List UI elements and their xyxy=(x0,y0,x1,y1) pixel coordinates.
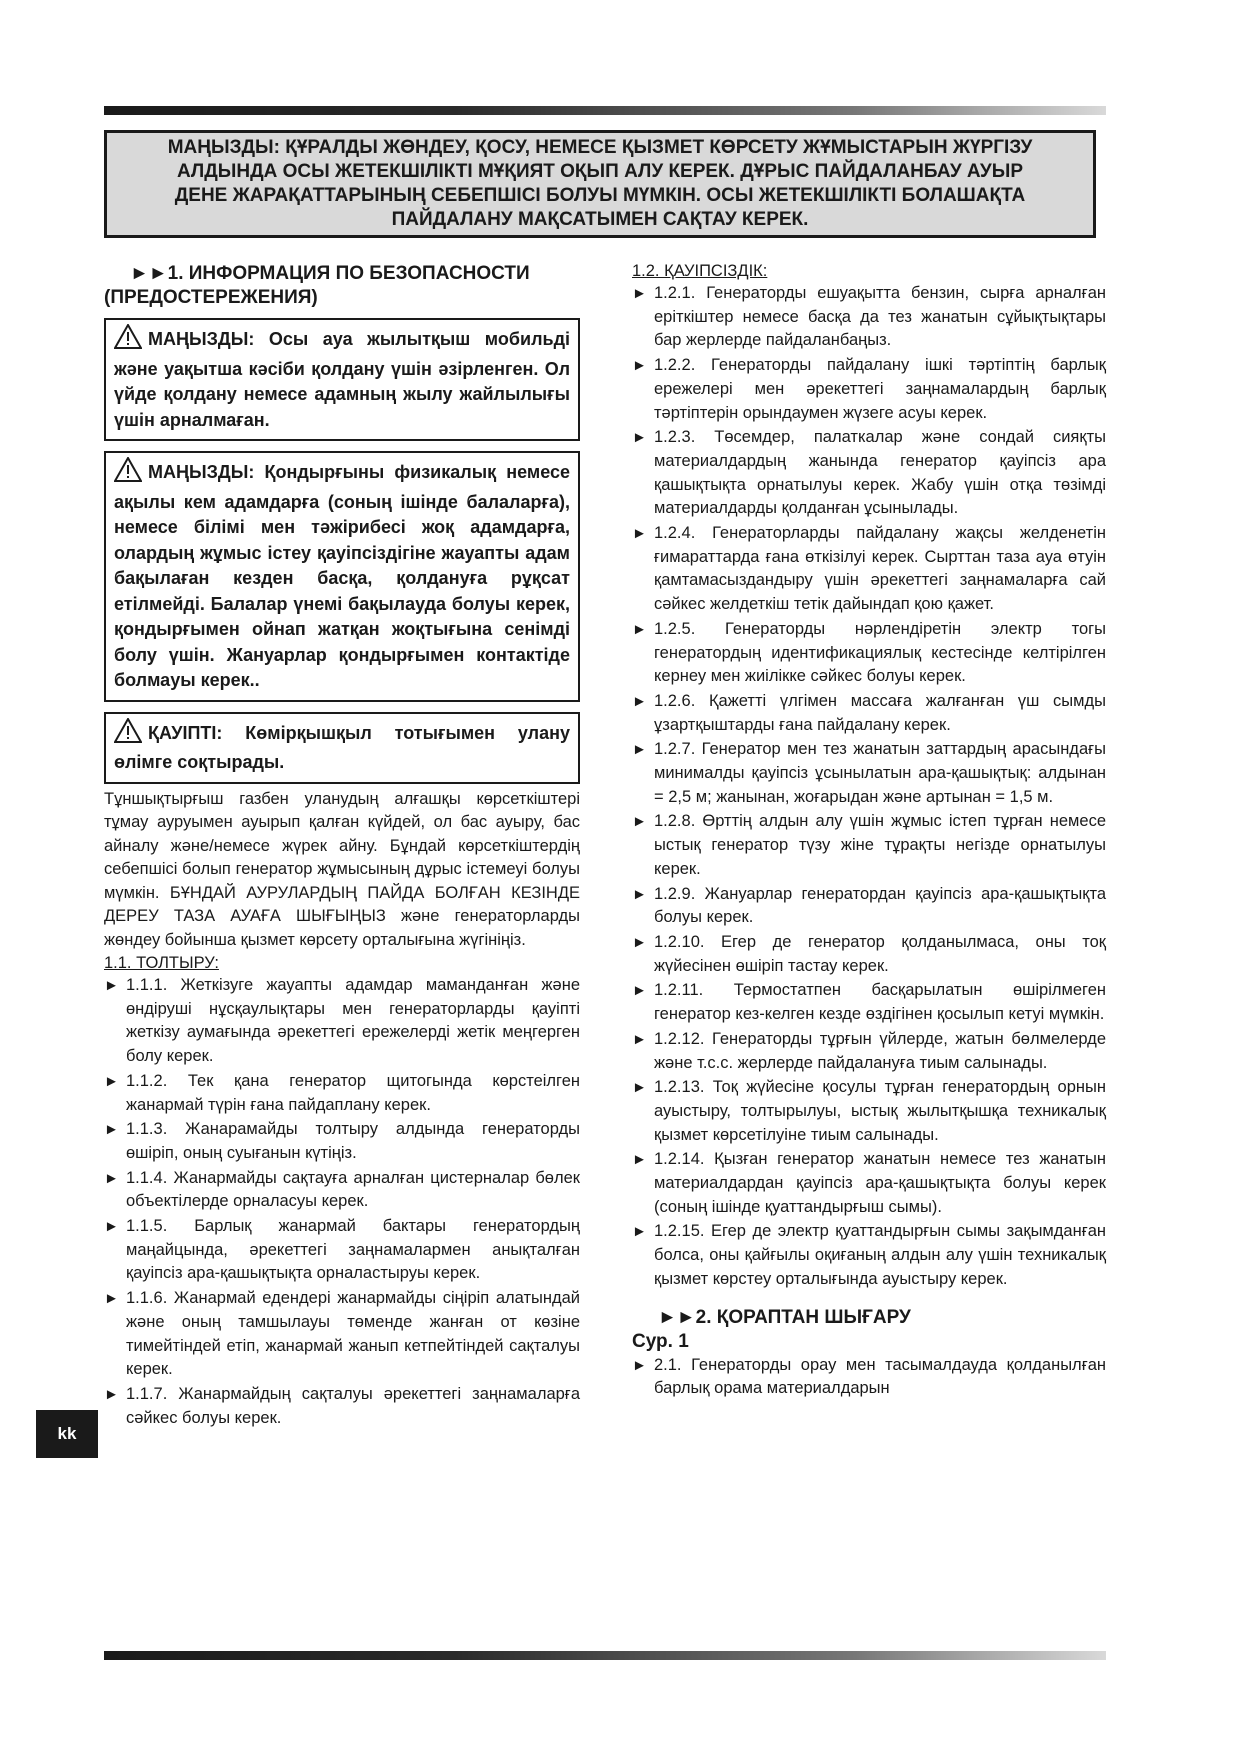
warning-triangle-icon xyxy=(114,457,142,490)
subsection-1-1-title: 1.1. ТОЛТЫРУ: xyxy=(104,954,219,972)
list-item: ► 1.2.15. Егер де электр қуаттандырғын сымы зақымданған болса, оны қайғылы оқиғаның алдын алу үшін техникалық қызмет көрстеу орталығында ауыстыру керек. xyxy=(632,1222,1106,1288)
list-item: ► 1.2.8. Өрттің алдын алу үшін жұмыс істеп тұрған немесе ыстық генератор түзу жіне тұрақты негізде орнатылуы керек. xyxy=(632,812,1106,878)
list-1-2 xyxy=(632,282,1106,1292)
top-divider-bar xyxy=(104,106,1106,115)
list-1-1 xyxy=(104,974,580,1430)
language-code: kk xyxy=(57,1424,77,1443)
list-item: ► 1.2.5. Генераторды нәрлендіретін электр тогы генератордың идентификациялық кестесінде келтірілген кернеу мен жиілікке сәйкес болуы керек. xyxy=(632,619,1106,686)
list-item: ► 1.1.7. Жанармайдың сақталуы әрекеттегі заңнамаларға сәйкес болуы керек. xyxy=(104,1384,580,1427)
bottom-divider-bar xyxy=(104,1651,1106,1660)
list-item: ► 1.2.3. Төсемдер, палаткалар және сондай сияқты материалдардың жанында генератор қауіпсіз ара қашықтықта орнатылуы керек. Жабу үшін отқа төзімді материалдарды қолданған ұсынылады. xyxy=(632,428,1106,518)
subsection-1-2-title: 1.2. ҚАУІПСІЗДІК: xyxy=(632,262,768,280)
list-item: ► 1.2.1. Генераторды ешуақытта бензин, сырға арналған еріткіштер немесе басқа да тез жанатын сұйықтықтары бар жерлерде пайдаланбаңыз. xyxy=(632,284,1106,350)
section-1-title xyxy=(104,262,580,310)
co-poisoning-paragraph: Тұншықтырғыш газбен уланудың алғашқы көрсеткіштері тұмау ауруымен ауырып қалған күйдей, ол бас ауыру, бас айналу және/немесе жүрек айну. Бұндай көрсеткіштердің себепшісі болып генератор жұмысының дұрыс істемеуі болуы мүмкін. БҰНДАЙ АУРУЛАРДЫҢ ПАЙДА БОЛҒАН КЕЗІНДЕ ДЕРЕУ ТАЗА АУАҒА ШЫҒЫҢЫЗ және генераторларды жөндеу бойынша қызмет көрсету орталығына жүгініңіз. xyxy=(104,789,580,949)
list-item: ► 1.1.5. Барлық жанармай бактары генератордың маңайцында, әрекеттегі заңнамалармен анықталған қауіпсіз ара-қашықтықта орналастыруы керек. xyxy=(104,1217,580,1283)
warning-2-text: МАҢЫЗДЫ: Қондырғыны физикалық немесе ақылы кем адамдарға (соның ішінде балаларға), немесе білімі мен тәжірибесі жоқ адамдарға, олардың жұмыс істеу қауіпсіздігіне жауапты адам бақылаған кезден басқа, қолдануға рұқсат етілмейді. Балалар үнемі бақылауда болуы керек, қондырғымен ойнап жатқан жоқтығына сенімді болу үшін. Жануарлар қондырғымен контактіде болмауы керек.. xyxy=(114,462,570,690)
language-tab xyxy=(36,1410,98,1458)
warning-triangle-icon xyxy=(114,324,142,357)
list-item: ► 2.1. Генераторды орау мен тасымалдауда қолданылған барлық орама материалдарын xyxy=(632,1355,1106,1398)
list-item: ► 1.2.4. Генераторларды пайдалану жақсы желденетін ғимараттарда ғана өткізілуі керек. Сырттан таза ауа өтуін қамтамасыздандыру үшін әрекеттегі заңнамаларға сай сәйкес желдеткіш тетік дайындап қою қажет. xyxy=(632,524,1106,614)
list-item: ► 1.1.4. Жанармайды сақтауға арналған цистерналар бөлек объектілерде орналасуы керек. xyxy=(104,1168,580,1211)
figure-label: Сур. 1 xyxy=(632,1330,689,1352)
list-item: ► 1.1.6. Жанармай едендері жанармайды сіңіріп алатындай және оның тамшылауы төменде жанған от көзіне тимейтіндей етіп, жанармай жанып кетпейтіндей сақталуы керек. xyxy=(104,1289,580,1379)
list-item: ► 1.2.7. Генератор мен тез жанатын заттардың арасындағы минималды қауіпсіз ұсынылатын ара-қашықтық: алдынан = 2,5 м; жанынан, жоғарыдан және артынан = 1,5 м. xyxy=(632,740,1106,806)
list-item: ► 1.2.13. Тоқ жүйесіне қосулы тұрған генератордың орнын ауыстыру, толтырылуы, ыстық жылытқышқа техникалық қызмет көрсетілуіне тиым салынады. xyxy=(632,1078,1106,1144)
list-item: ► 1.1.2. Тек қана генератор щитогында көрстеілген жанармай түрін ғана пайдаплану керек. xyxy=(104,1071,580,1114)
list-2 xyxy=(632,1354,1106,1401)
warning-triangle-icon xyxy=(114,718,142,751)
important-banner xyxy=(104,130,1096,238)
banner-text: МАҢЫЗДЫ: ҚҰРАЛДЫ ЖӨНДЕУ, ҚОСУ, НЕМЕСЕ ҚЫЗМЕТ КӨРСЕТУ ЖҰМЫСТАРЫН ЖҮРГІЗУ АЛДЫНДА ОСЫ ЖЕТЕКШІЛІКТІ МҰҚИЯТ ОҚЫП АЛУ КЕРЕК. ДҰРЫС ПАЙДАЛАНБАУ АУЫР ДЕНЕ ЖАРАҚАТТАРЫНЫҢ СЕБЕПШІСІ БОЛУЫ МҮМКІН. ОСЫ ЖЕТЕКШІЛІКТІ БОЛАШАҚТА ПАЙДАЛАНУ МАҚСАТЫМЕН САҚТАУ КЕРЕК. xyxy=(167,137,1033,230)
list-item: ► 1.2.10. Егер де генератор қолданылмаса, оны тоқ жүйесінен өшіріп тастау керек. xyxy=(632,932,1106,975)
warning-box-2 xyxy=(104,451,580,702)
list-item: ► 1.2.2. Генераторды пайдалану ішкі тәртіптің барлық ережелері мен әрекеттегі заңнамалардың барлық тәртіптерін орындаумен жүзеге асуы керек. xyxy=(632,356,1106,422)
list-item: ► 1.2.14. Қызған генератор жанатын немесе тез жанатын материалдардан қауіпсіз ара-қашықтықта болуы керек (соның ішінде қуаттандырғыш сымы). xyxy=(632,1150,1106,1216)
list-item: ► 1.1.3. Жанарамайды толтыру алдында генераторды өшіріп, оның суығанын күтіңіз. xyxy=(104,1120,580,1162)
list-item: ► 1.2.6. Қажетті үлгімен массаға жалғанған үш сымды ұзартқыштарды ғана пайдалану керек. xyxy=(632,691,1106,734)
section-1-title-text: 1. ИНФОРМАЦИЯ ПО БЕЗОПАСНОСТИ (ПРЕДОСТЕРЕЖЕНИЯ) xyxy=(104,263,530,308)
warning-1-text: МАҢЫЗДЫ: Осы ауа жылытқыш мобильді және уақытша кәсіби қолдану үшін әзірленген. Ол үйде қолдану немесе адамның жылу жайлылығы үшін арналмаған. xyxy=(114,329,570,430)
list-item: ► 1.2.12. Генераторды тұрғын үйлерде, жатын бөлмелерде және т.с.с. жерлерде пайдалануға тиым салынады. xyxy=(632,1029,1106,1072)
section-arrows: ►► xyxy=(130,263,168,284)
warning-3-text: ҚАУІПТІ: Көмірқышқыл тотығымен улану өлімге соқтырады. xyxy=(114,722,570,772)
list-item: ► 1.2.11. Термостатпен басқарылатын өшірілмеген генератор кез-келген кезде өздігінен қосылып кетуі мүмкін. xyxy=(632,981,1106,1024)
section-2-title xyxy=(632,1306,1106,1330)
list-item: ► 1.2.9. Жануарлар генератордан қауіпсіз ара-қашықтықта болуы керек. xyxy=(632,884,1106,927)
warning-box-1 xyxy=(104,318,580,441)
list-item: ► 1.1.1. Жеткізуге жауапты адамдар маманданған және өндіруші нұсқаулықтары мен генераторларды қауіпті жеткізу аумағында әрекеттегі ережелерді жетік меңгерген болу керек. xyxy=(104,976,580,1066)
right-column xyxy=(632,262,1106,1402)
left-column xyxy=(104,262,580,1431)
warning-box-3 xyxy=(104,712,580,784)
section-arrows: ►► xyxy=(658,1306,696,1328)
section-2-title-text: 2. ҚОРАПТАН ШЫҒАРУ xyxy=(695,1306,911,1328)
